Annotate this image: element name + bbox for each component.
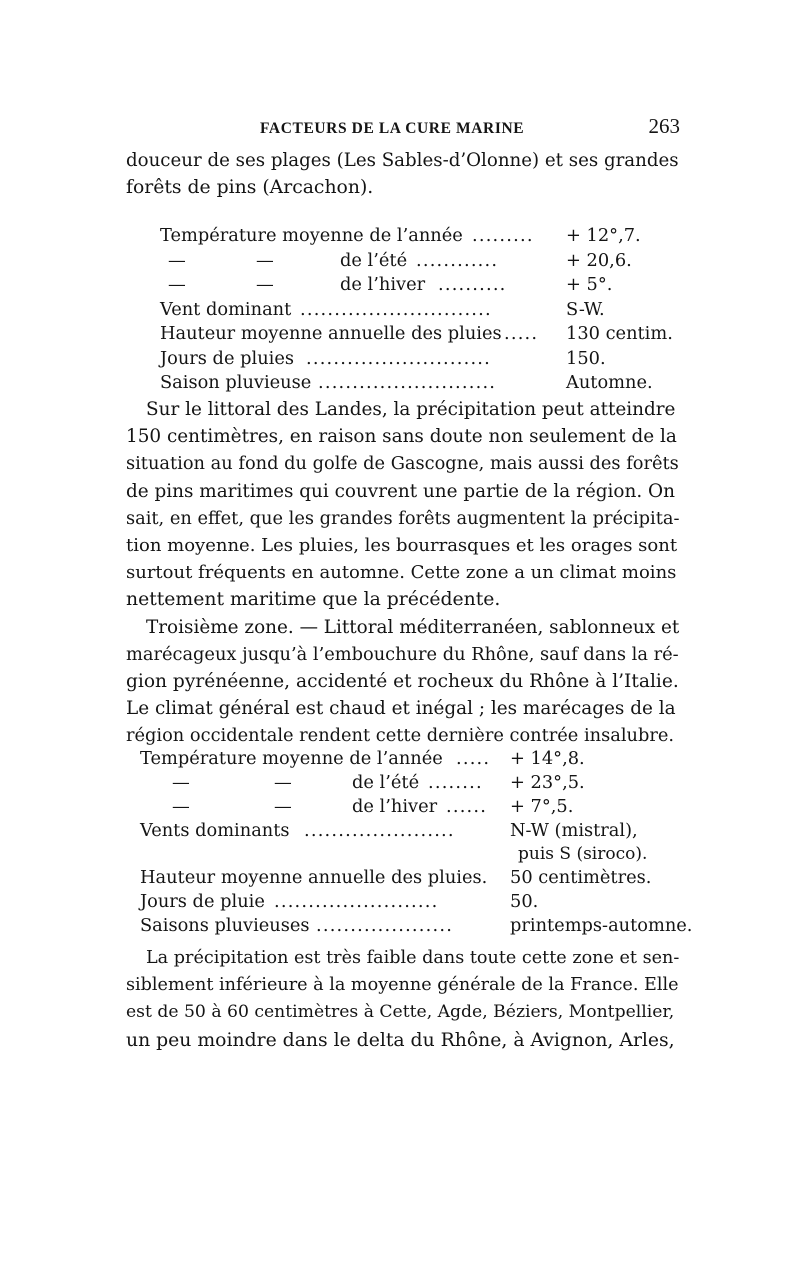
text-line: Le climat général est chaud et inégal ; les marécages de la — [126, 698, 676, 720]
row-value: printemps-automne. — [510, 915, 693, 937]
row-value: puis S (siroco). — [518, 843, 648, 864]
table-row — [140, 771, 690, 795]
leader-dots: ......... — [472, 225, 534, 246]
text-line: La précipitation est très faible dans toute cette zone et sen- — [146, 948, 680, 968]
text-line: 150 centimètres, en raison sans doute non seulement de la — [126, 426, 677, 448]
text-line: douceur de ses plages (Les Sables-d’Olonne) et ses grandes — [126, 150, 679, 171]
row-value: + 20,6. — [566, 249, 632, 271]
table-row — [160, 298, 670, 323]
table-row — [160, 273, 670, 298]
ditto-dash: — — [256, 249, 274, 271]
leader-dots: ............................ — [300, 298, 492, 320]
leader-dots: .......... — [438, 274, 507, 295]
leader-dots: ...... — [446, 795, 488, 817]
row-label: Hauteur moyenne annuelle des pluies. — [140, 867, 488, 889]
row-label: Température moyenne de l’année — [140, 748, 443, 769]
ditto-dash: — — [172, 795, 190, 817]
climate-table-2 — [140, 747, 693, 938]
text-line: tion moyenne. Les pluies, les bourrasques et les orages sont — [126, 534, 678, 556]
ditto-dash: — — [274, 795, 292, 817]
row-label: Vent dominant — [160, 298, 292, 320]
row-label: Hauteur moyenne annuelle des pluies — [160, 323, 502, 344]
text-line: est de 50 à 60 centimètres à Cette, Agde, Béziers, Montpellier, — [126, 1002, 675, 1023]
ditto-dash: — — [256, 274, 274, 295]
text-line: région occidentale rendent cette dernière contrée insalubre. — [126, 725, 675, 747]
row-label: Saisons pluvieuses — [140, 915, 310, 937]
table-row — [140, 819, 690, 843]
row-label: Température moyenne de l’année — [160, 225, 463, 246]
row-value: S-W. — [566, 298, 605, 320]
leader-dots: ........................... — [306, 347, 492, 369]
table-row — [140, 843, 690, 867]
row-value: + 7°,5. — [510, 795, 574, 817]
row-value: + 12°,7. — [566, 225, 641, 246]
row-label: Jours de pluies — [160, 347, 294, 369]
paragraph-3 — [126, 945, 680, 1054]
table-row — [140, 795, 690, 819]
table-row — [140, 866, 690, 890]
row-value: + 14°,8. — [510, 748, 585, 769]
row-sublabel: de l’été — [340, 249, 408, 271]
leader-dots: .......................... — [318, 372, 497, 393]
table-row — [140, 747, 690, 771]
text-line: marécageux jusqu’à l’embouchure du Rhône, sauf dans la ré- — [126, 643, 679, 665]
running-title: FACTEURS DE LA CURE MARINE — [260, 120, 525, 137]
text-line: gion pyrénéenne, accidenté et rocheux du Rhône à l’Italie. — [126, 670, 679, 692]
row-label: Jours de pluie — [140, 891, 265, 913]
text-line: surtout fréquents en automne. Cette zone a un climat moins — [126, 562, 677, 584]
table-row — [140, 914, 693, 938]
text-line: sait, en effet, que les grandes forêts augmentent la précipita- — [126, 507, 680, 529]
paragraph-2 — [126, 396, 680, 749]
text-line: siblement inférieure à la moyenne générale de la France. Elle — [126, 975, 679, 996]
row-sublabel: de l’hiver — [352, 795, 438, 817]
text-line: un peu moindre dans le delta du Rhône, à Avignon, Arles, — [126, 1029, 675, 1051]
leader-dots: ............ — [416, 249, 499, 271]
row-value: 130 centim. — [566, 323, 673, 344]
table-row — [140, 890, 690, 914]
ditto-dash: — — [168, 249, 186, 271]
row-value: Automne. — [566, 372, 653, 393]
leader-dots: .................... — [316, 915, 454, 937]
leader-dots: ........ — [428, 771, 483, 793]
row-value: + 23°,5. — [510, 771, 585, 793]
table-row — [160, 371, 670, 396]
table-row — [160, 347, 670, 372]
table-row — [160, 249, 670, 274]
row-value: + 5°. — [566, 274, 613, 295]
leader-dots: ..... — [504, 323, 539, 344]
leader-dots: ..... — [456, 748, 491, 769]
row-value: 150. — [566, 347, 606, 369]
row-label: Vents dominants — [140, 819, 290, 841]
page-header — [126, 116, 680, 146]
text-line: Troisième zone. — Littoral méditerranéen, sablonneux et — [146, 616, 680, 638]
leader-dots: ...................... — [304, 819, 455, 841]
table-row — [160, 224, 670, 249]
leader-dots: ........................ — [274, 891, 439, 913]
row-value: N-W (mistral), — [510, 819, 638, 841]
row-value: 50 centimètres. — [510, 867, 652, 889]
row-value: 50. — [510, 891, 539, 913]
text-line: de pins maritimes qui couvrent une partie de la région. On — [126, 480, 675, 502]
text-line: nettement maritime que la précédente. — [126, 589, 501, 611]
paragraph-1 — [126, 147, 680, 201]
text-line: situation au fond du golfe de Gascogne, mais aussi des forêts — [126, 453, 679, 475]
row-sublabel: de l’été — [352, 771, 420, 793]
text-line: Sur le littoral des Landes, la précipitation peut atteindre — [146, 399, 676, 420]
climate-table-1 — [160, 224, 673, 396]
table-row — [160, 322, 673, 347]
row-label: Saison pluvieuse — [160, 372, 312, 393]
text-line: forêts de pins (Arcachon). — [126, 177, 374, 199]
page-number: 263 — [648, 114, 680, 138]
ditto-dash: — — [168, 274, 186, 295]
ditto-dash: — — [172, 771, 190, 793]
row-sublabel: de l’hiver — [340, 274, 426, 295]
ditto-dash: — — [274, 771, 292, 793]
